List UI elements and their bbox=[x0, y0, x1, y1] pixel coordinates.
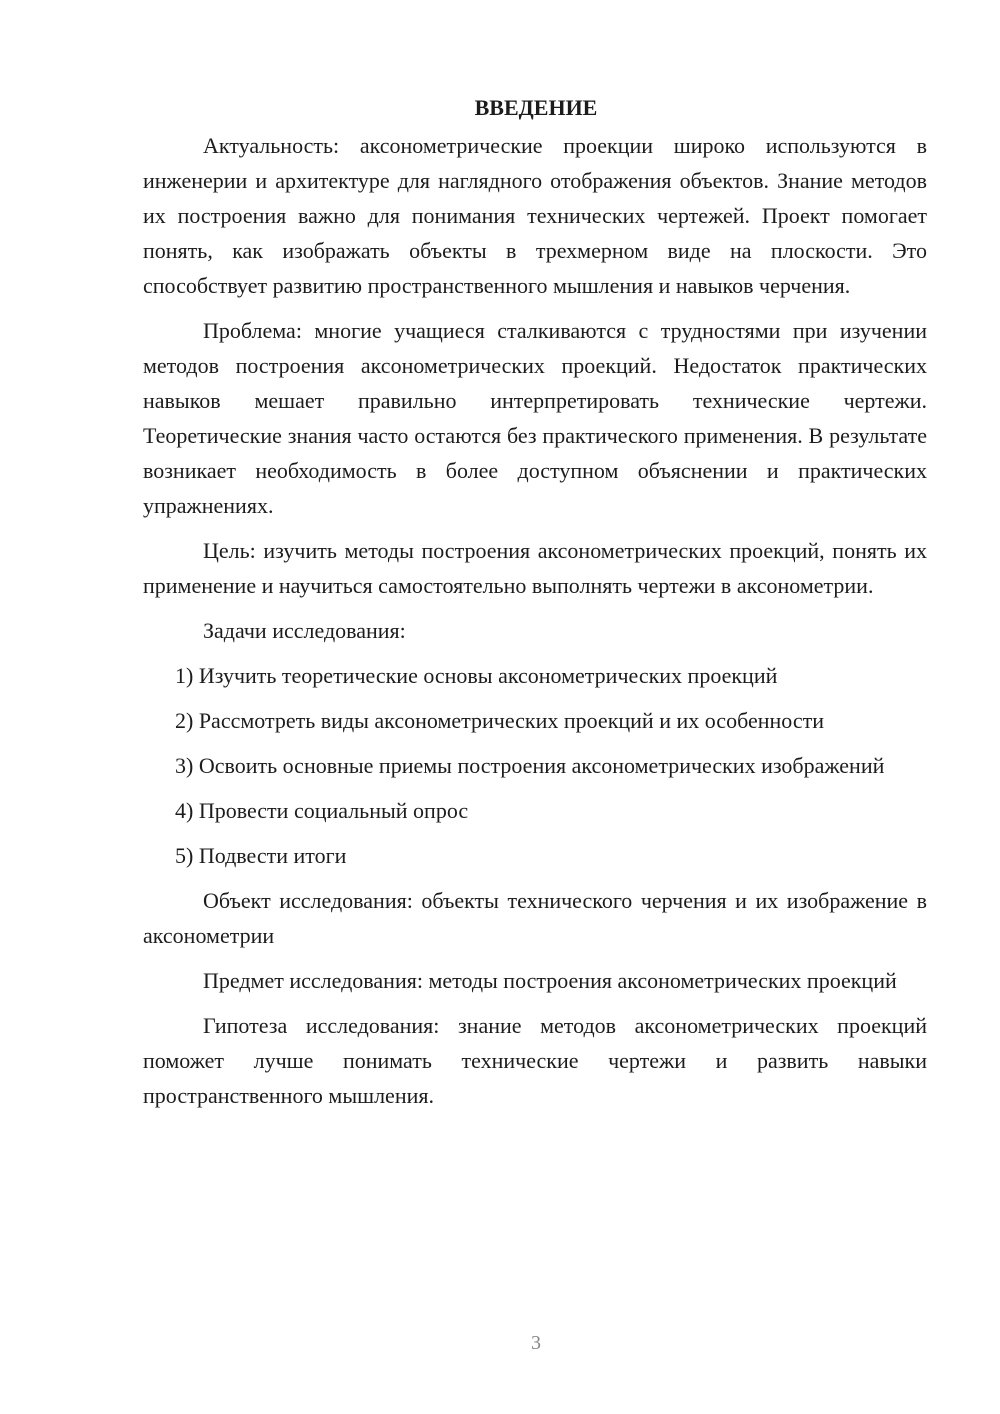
paragraph-relevance: Актуальность: аксонометрические проекции широко используются в инженерии и архитектуре для наглядного отображения объектов. Знание методов их построения важно для понимания технических чертежей. Проект помогает понять, как изображать объекты в трехмерном виде на плоскости. Это способствует развитию пространственного мышления и навыков черчения. bbox=[143, 133, 927, 298]
task-item: 5) Подвести итоги bbox=[175, 843, 347, 868]
task-item: 1) Изучить теоретические основы аксонометрических проекций bbox=[175, 663, 778, 688]
tasks-heading: Задачи исследования: bbox=[203, 618, 406, 643]
task-item: 2) Рассмотреть виды аксонометрических проекций и их особенности bbox=[175, 708, 824, 733]
paragraph-hypothesis: Гипотеза исследования: знание методов аксонометрических проекций поможет лучше понимать технические чертежи и развить навыки пространственного мышления. bbox=[143, 1013, 927, 1108]
paragraph-object: Объект исследования: объекты технического черчения и их изображение в аксонометрии bbox=[143, 888, 927, 948]
paragraph-goal: Цель: изучить методы построения аксонометрических проекций, понять их применение и научиться самостоятельно выполнять чертежи в аксонометрии. bbox=[143, 538, 927, 598]
paragraph-subject: Предмет исследования: методы построения аксонометрических проекций bbox=[203, 968, 897, 993]
page-content bbox=[143, 90, 927, 1123]
page-number: 3 bbox=[531, 1332, 541, 1354]
paragraph-problem: Проблема: многие учащиеся сталкиваются с трудностями при изучении методов построения аксонометрических проекций. Недостаток практических навыков мешает правильно интерпретировать технические чертежи. Теоретические знания часто остаются без практического применения. В результате возникает необходимость в более доступном объяснении и практических упражнениях. bbox=[143, 318, 927, 518]
task-item: 3) Освоить основные приемы построения аксонометрических изображений bbox=[175, 753, 885, 778]
page-title: ВВЕДЕНИЕ bbox=[474, 95, 598, 120]
task-item: 4) Провести социальный опрос bbox=[175, 798, 469, 823]
